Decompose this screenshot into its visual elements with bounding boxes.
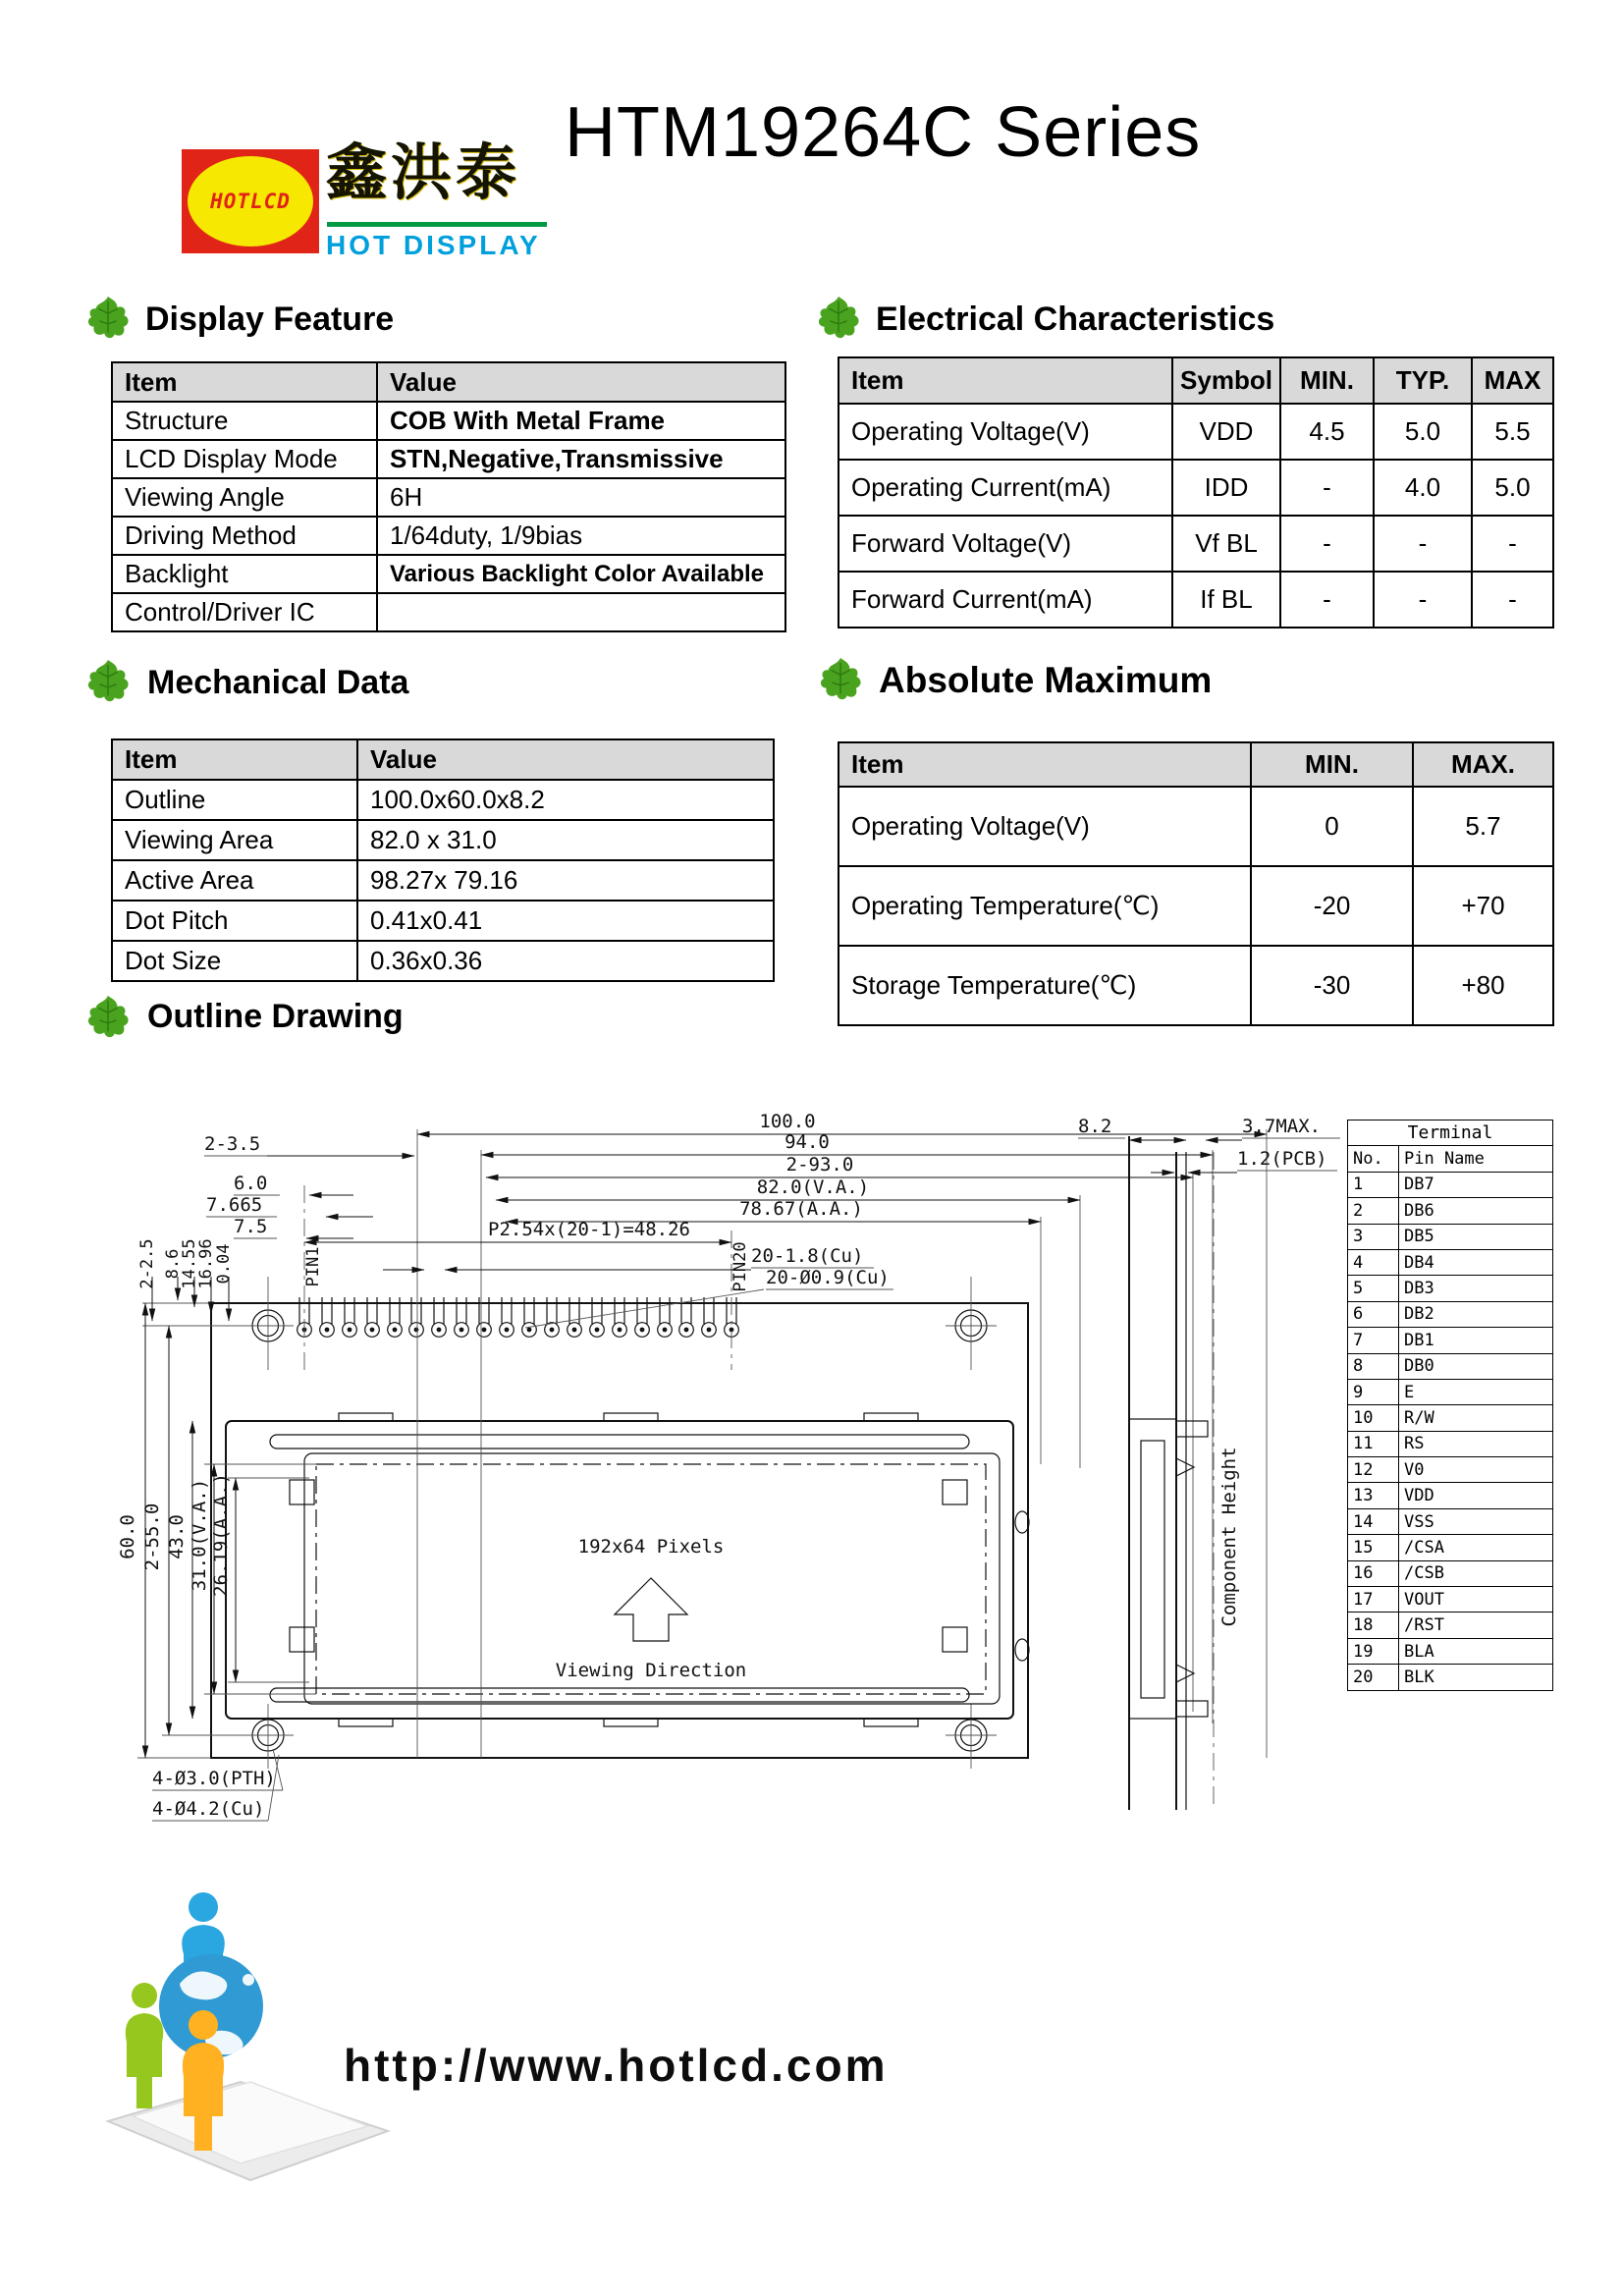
dim-label: 0.04 — [214, 1243, 234, 1285]
table-row: Storage Temperature(℃) -30 +80 — [839, 946, 1553, 1025]
dim-label: 100.0 — [759, 1111, 816, 1132]
logo-underline — [327, 222, 547, 227]
col-header: Item — [839, 742, 1251, 787]
dim-label: 2-3.5 — [204, 1133, 261, 1155]
pin-row: 7 DB1 — [1348, 1328, 1553, 1353]
col-header: MIN. — [1251, 742, 1413, 787]
electrical-table — [838, 356, 1554, 629]
table-row: Operating Voltage(V) VDD 4.5 5.0 5.5 — [839, 404, 1553, 460]
table-row: Structure COB With Metal Frame — [112, 402, 785, 440]
pin-row: 9 E — [1348, 1379, 1553, 1404]
front-view — [211, 1277, 1029, 1769]
table-row: Control/Driver IC — [112, 593, 785, 631]
logo-chinese-text: 鑫洪泰 — [326, 139, 521, 207]
pin-row: 10 R/W — [1348, 1405, 1553, 1431]
table-row: Operating Current(mA) IDD - 4.0 5.0 — [839, 460, 1553, 516]
section-title-outline-drawing: Outline Drawing — [147, 998, 404, 1035]
side-view — [1078, 1116, 1340, 1810]
dim-label: 20-Ø0.9(Cu) — [766, 1267, 890, 1288]
logo-tagline: HOT DISPLAY — [326, 230, 541, 260]
dim-label: 8.2 — [1078, 1116, 1112, 1137]
table-row: Forward Voltage(V) Vf BL - - - — [839, 516, 1553, 572]
leaf-icon — [84, 295, 132, 342]
pin20-label: PIN20 — [730, 1241, 750, 1292]
website-url[interactable]: http://www.hotlcd.com — [344, 2040, 889, 2091]
pin-row: 6 DB2 — [1348, 1301, 1553, 1327]
section-title-display-feature: Display Feature — [145, 301, 395, 338]
table-row: Active Area 98.27x 79.16 — [112, 860, 774, 901]
display-feature-table — [111, 361, 786, 632]
pin-row: 16 /CSB — [1348, 1560, 1553, 1586]
table-row: Viewing Angle 6H — [112, 478, 785, 517]
dim-label: 26.19(A.A.) — [210, 1473, 232, 1597]
pin-row: 17 VOUT — [1348, 1587, 1553, 1613]
pin1-label: PIN1 — [303, 1246, 323, 1287]
dim-label: 16.96 — [196, 1238, 216, 1289]
component-height-label: Component Height — [1218, 1447, 1240, 1627]
pixels-label: 192x64 Pixels — [577, 1536, 725, 1558]
table-row: Dot Size 0.36x0.36 — [112, 941, 774, 981]
col-header: Value — [357, 739, 774, 780]
table-row: Backlight Various Backlight Color Available — [112, 555, 785, 593]
table-row: Forward Current(mA) If BL - - - — [839, 572, 1553, 628]
dim-label: 14.55 — [180, 1238, 199, 1289]
leaf-icon — [815, 295, 862, 342]
pin-row: 12 V0 — [1348, 1457, 1553, 1483]
dim-label: P2.54x(20-1)=48.26 — [488, 1219, 690, 1240]
section-title-mechanical: Mechanical Data — [147, 664, 409, 701]
dim-label: 82.0(V.A.) — [756, 1176, 870, 1198]
table-row: Viewing Area 82.0 x 31.0 — [112, 820, 774, 860]
table-row: Outline 100.0x60.0x8.2 — [112, 780, 774, 820]
dim-label: 60.0 — [117, 1514, 138, 1559]
vertical-dimensions — [117, 1303, 236, 1758]
pin-row: 2 DB6 — [1348, 1198, 1553, 1224]
dim-label: 20-1.8(Cu) — [751, 1245, 864, 1267]
dim-label: 43.0 — [166, 1514, 188, 1559]
terminal-title: Terminal — [1348, 1121, 1553, 1146]
absolute-maximum-table — [838, 741, 1554, 1026]
page-title: HTM19264C Series — [565, 93, 1202, 172]
col-header: MIN. — [1280, 357, 1374, 404]
col-header: Item — [839, 357, 1172, 404]
dim-label: 2-93.0 — [785, 1154, 854, 1175]
dim-label: 78.67(A.A.) — [739, 1198, 863, 1220]
col-header: TYP. — [1374, 357, 1472, 404]
logo-ellipse — [188, 156, 313, 246]
pin-row: 11 RS — [1348, 1431, 1553, 1456]
hole-callouts — [152, 1749, 283, 1821]
mounting-hole — [243, 1277, 997, 1769]
col-header: Symbol — [1172, 357, 1280, 404]
col-header: Item — [112, 739, 357, 780]
pin-row: 8 DB0 — [1348, 1353, 1553, 1379]
col-header: No. — [1348, 1146, 1399, 1172]
pin-row: 5 DB3 — [1348, 1276, 1553, 1301]
pin-row: 14 VSS — [1348, 1508, 1553, 1534]
col-header: Value — [377, 362, 785, 402]
dim-label: 7.665 — [206, 1194, 263, 1216]
mechanical-table — [111, 738, 775, 982]
dim-label: 2-55.0 — [141, 1503, 163, 1571]
dim-label: 3.7MAX. — [1242, 1116, 1322, 1137]
section-title-absolute-maximum: Absolute Maximum — [879, 660, 1213, 700]
pin-row: 1 DB7 — [1348, 1172, 1553, 1197]
pin-row: 20 BLK — [1348, 1665, 1553, 1690]
viewing-direction-label: Viewing Direction — [555, 1660, 747, 1681]
pin-row: 3 DB5 — [1348, 1224, 1553, 1249]
terminal-pin-table — [1347, 1120, 1553, 1691]
dim-label: 4-Ø3.0(PTH) — [152, 1768, 276, 1789]
dim-label: 31.0(V.A.) — [189, 1478, 210, 1592]
person-figure-green — [126, 1983, 163, 2108]
dim-label: 4-Ø4.2(Cu) — [152, 1798, 265, 1820]
logo-mark-text: HOTLCD — [210, 190, 291, 213]
col-header: Item — [112, 362, 377, 402]
dim-label: 6.0 — [234, 1173, 268, 1194]
pin-row: 13 VDD — [1348, 1483, 1553, 1508]
dim-label: 94.0 — [784, 1131, 830, 1153]
pin-row: 19 BLA — [1348, 1638, 1553, 1664]
pin-row: 18 /RST — [1348, 1613, 1553, 1638]
leaf-icon — [817, 656, 864, 703]
globe-icon — [159, 1954, 263, 2058]
table-row: Dot Pitch 0.41x0.41 — [112, 901, 774, 941]
table-row: Operating Voltage(V) 0 5.7 — [839, 787, 1553, 866]
top-dimensions — [304, 1111, 1267, 1328]
dim-label: 1.2(PCB) — [1237, 1148, 1327, 1170]
col-header: MAX. — [1413, 742, 1553, 787]
dim-label: 8.6 — [163, 1248, 183, 1280]
pin-row: 15 /CSA — [1348, 1535, 1553, 1560]
dim-label: 7.5 — [234, 1216, 268, 1237]
leaf-icon — [84, 658, 132, 705]
dim-label: 2-2.5 — [137, 1238, 157, 1289]
company-logo — [182, 149, 319, 253]
col-header: Pin Name — [1399, 1146, 1553, 1172]
viewing-direction-arrow-icon — [615, 1578, 687, 1641]
section-title-electrical: Electrical Characteristics — [876, 301, 1275, 338]
table-row: LCD Display Mode STN,Negative,Transmissive — [112, 440, 785, 478]
col-header: MAX — [1472, 357, 1553, 404]
table-row: Driving Method 1/64duty, 1/9bias — [112, 517, 785, 555]
pin-row: 4 DB4 — [1348, 1249, 1553, 1275]
leaf-icon — [84, 994, 132, 1041]
table-row: Operating Temperature(℃) -20 +70 — [839, 866, 1553, 946]
